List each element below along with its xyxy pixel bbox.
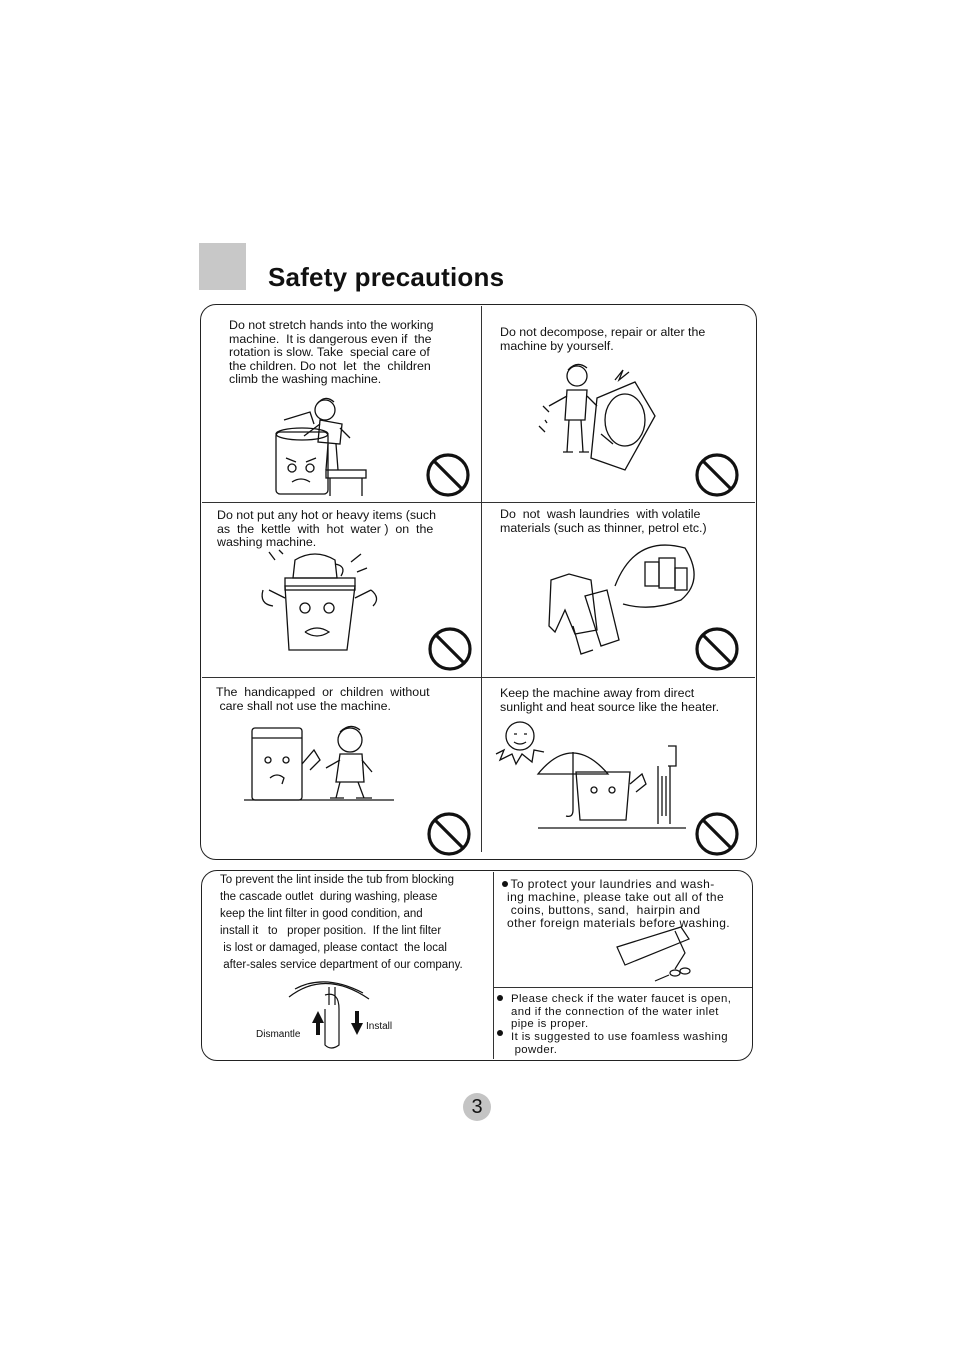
illustration-handicapped (240, 720, 400, 805)
illustration-repair (535, 360, 655, 485)
grid-vertical-divider (481, 306, 482, 852)
illustration-coins-hairpin (615, 925, 695, 985)
grid-horizontal-divider-2 (202, 677, 755, 678)
page-title: Safety precautions (268, 262, 505, 292)
no-entry-icon (694, 811, 740, 857)
notes-horizontal-divider (494, 987, 752, 988)
warning-text-hands: Do not stretch hands into the working machine. It is dangerous even if the rotation is slow. Take special care of the children. Do not let the children climb the washing machine. (229, 318, 434, 387)
protect-laundry-note: To protect your laundries and wash- ing machine, please take out all of the coins, buttons, sand, hairpin and other foreign materials before washing. (507, 877, 731, 930)
no-entry-icon (427, 626, 473, 672)
no-entry-icon (694, 452, 740, 498)
header-gray-square (199, 243, 246, 290)
warning-text-repair: Do not decompose, repair or alter the machine by yourself. (500, 325, 706, 353)
bullet (497, 1030, 503, 1036)
illustration-child-reaching (270, 390, 380, 500)
no-entry-icon (426, 811, 472, 857)
warning-text-handicapped: The handicapped or children without care shall not use the machine. (216, 685, 430, 713)
no-entry-icon (425, 452, 471, 498)
warning-text-hot-items: Do not put any hot or heavy items (such as the kettle with hot water ) on the washing machine. (217, 508, 437, 550)
illustration-volatile (545, 540, 705, 660)
faucet-note: Please check if the water faucet is open, and if the connection of the water inlet pipe is proper. (511, 993, 732, 1031)
notes-vertical-divider (493, 872, 494, 1059)
install-label: Install (366, 1021, 393, 1032)
warning-text-volatile: Do not wash laundries with volatile materials (such as thinner, petrol etc.) (500, 507, 707, 535)
illustration-lint-filter (285, 975, 375, 1055)
foamless-powder-note: It is suggested to use foamless washing powder. (511, 1031, 728, 1056)
illustration-sunlight (490, 718, 690, 833)
lint-filter-note: To prevent the lint inside the tub from blocking the cascade outlet during washing, please keep the lint filter in good condition, and install it to proper position. If the lint filter is lost or damaged, please contact the local after-sales service department of our company. (220, 874, 463, 971)
page-number: 3 (463, 1093, 491, 1121)
warning-text-sunlight: Keep the machine away from direct sunlight and heat source like the heater. (500, 686, 720, 714)
dismantle-label: Dismantle (256, 1029, 301, 1040)
illustration-hot-kettle (255, 550, 385, 660)
grid-horizontal-divider-1 (202, 502, 755, 503)
bullet (497, 995, 503, 1001)
